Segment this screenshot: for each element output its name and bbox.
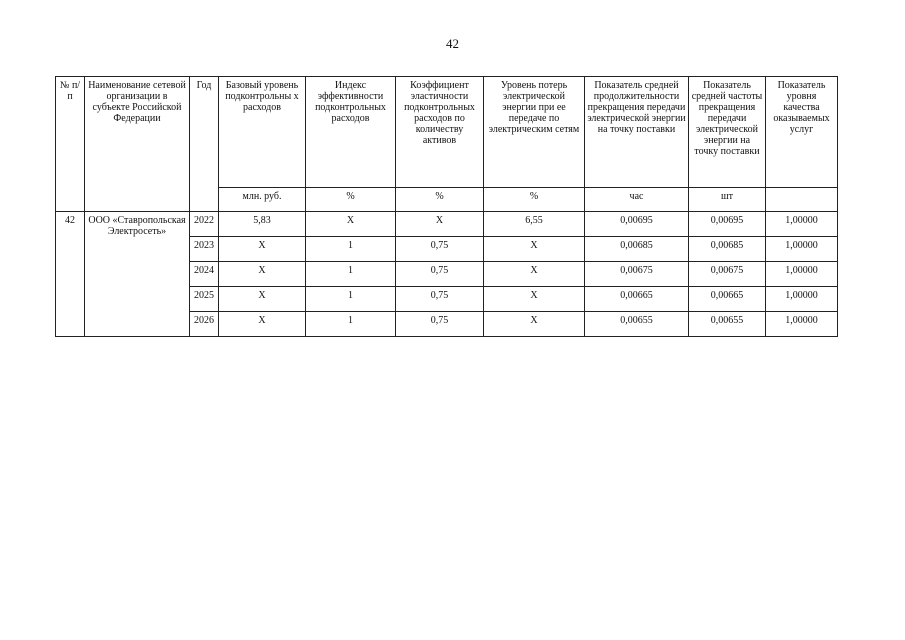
duration-cell: 0,00675 bbox=[585, 262, 689, 287]
indicators-table bbox=[55, 76, 838, 337]
year-cell: 2023 bbox=[190, 237, 219, 262]
header-year: Год bbox=[190, 77, 219, 212]
unit-cell: шт bbox=[689, 188, 766, 212]
header-frequency: Показатель средней частоты прекращения передачи электрической энергии на точку поставки bbox=[689, 77, 766, 188]
year-cell: 2024 bbox=[190, 262, 219, 287]
year-cell: 2025 bbox=[190, 287, 219, 312]
duration-cell: 0,00685 bbox=[585, 237, 689, 262]
frequency-cell: 0,00655 bbox=[689, 312, 766, 337]
base-cell: Х bbox=[219, 237, 306, 262]
base-cell: Х bbox=[219, 262, 306, 287]
duration-cell: 0,00655 bbox=[585, 312, 689, 337]
losses-cell: Х bbox=[484, 312, 585, 337]
header-row bbox=[56, 77, 838, 188]
index-cell: 1 bbox=[306, 262, 396, 287]
coef-cell: 0,75 bbox=[396, 287, 484, 312]
base-cell: 5,83 bbox=[219, 212, 306, 237]
page-number: 42 bbox=[446, 36, 459, 51]
header-base-level: Базовый уровень подконтрольны х расходов bbox=[219, 77, 306, 188]
header-duration: Показатель средней продолжительности прекращения передачи электрической энергии на точку поставки bbox=[585, 77, 689, 188]
unit-cell: млн. руб. bbox=[219, 188, 306, 212]
unit-cell: час bbox=[585, 188, 689, 212]
header-efficiency-index: Индекс эффективности подконтрольных расходов bbox=[306, 77, 396, 188]
index-cell: 1 bbox=[306, 312, 396, 337]
row-number: 42 bbox=[56, 212, 85, 337]
coef-cell: 0,75 bbox=[396, 312, 484, 337]
index-cell: 1 bbox=[306, 237, 396, 262]
duration-cell: 0,00695 bbox=[585, 212, 689, 237]
coef-cell: 0,75 bbox=[396, 237, 484, 262]
index-cell: 1 bbox=[306, 287, 396, 312]
organization-name: ООО «Ставропольская Электросеть» bbox=[85, 212, 190, 337]
unit-cell: % bbox=[396, 188, 484, 212]
frequency-cell: 0,00695 bbox=[689, 212, 766, 237]
coef-cell: Х bbox=[396, 212, 484, 237]
losses-cell: Х bbox=[484, 287, 585, 312]
base-cell: Х bbox=[219, 312, 306, 337]
losses-cell: Х bbox=[484, 262, 585, 287]
frequency-cell: 0,00685 bbox=[689, 237, 766, 262]
quality-cell: 1,00000 bbox=[766, 237, 838, 262]
year-cell: 2026 bbox=[190, 312, 219, 337]
header-row-number: № п/п bbox=[56, 77, 85, 212]
index-cell: Х bbox=[306, 212, 396, 237]
quality-cell: 1,00000 bbox=[766, 212, 838, 237]
unit-cell: % bbox=[484, 188, 585, 212]
base-cell: Х bbox=[219, 287, 306, 312]
losses-cell: Х bbox=[484, 237, 585, 262]
frequency-cell: 0,00665 bbox=[689, 287, 766, 312]
unit-cell bbox=[766, 188, 838, 212]
header-losses: Уровень потерь электрической энергии при ее передаче по электрическим сетям bbox=[484, 77, 585, 188]
quality-cell: 1,00000 bbox=[766, 287, 838, 312]
losses-cell: 6,55 bbox=[484, 212, 585, 237]
coef-cell: 0,75 bbox=[396, 262, 484, 287]
frequency-cell: 0,00675 bbox=[689, 262, 766, 287]
quality-cell: 1,00000 bbox=[766, 262, 838, 287]
header-quality: Показатель уровня качества оказываемых услуг bbox=[766, 77, 838, 188]
header-elasticity-coef: Коэффициент эластичности подконтрольных расходов по количеству активов bbox=[396, 77, 484, 188]
duration-cell: 0,00665 bbox=[585, 287, 689, 312]
table-row bbox=[56, 212, 838, 237]
year-cell: 2022 bbox=[190, 212, 219, 237]
quality-cell: 1,00000 bbox=[766, 312, 838, 337]
header-organization: Наименование сетевой организации в субъекте Российской Федерации bbox=[85, 77, 190, 212]
unit-cell: % bbox=[306, 188, 396, 212]
